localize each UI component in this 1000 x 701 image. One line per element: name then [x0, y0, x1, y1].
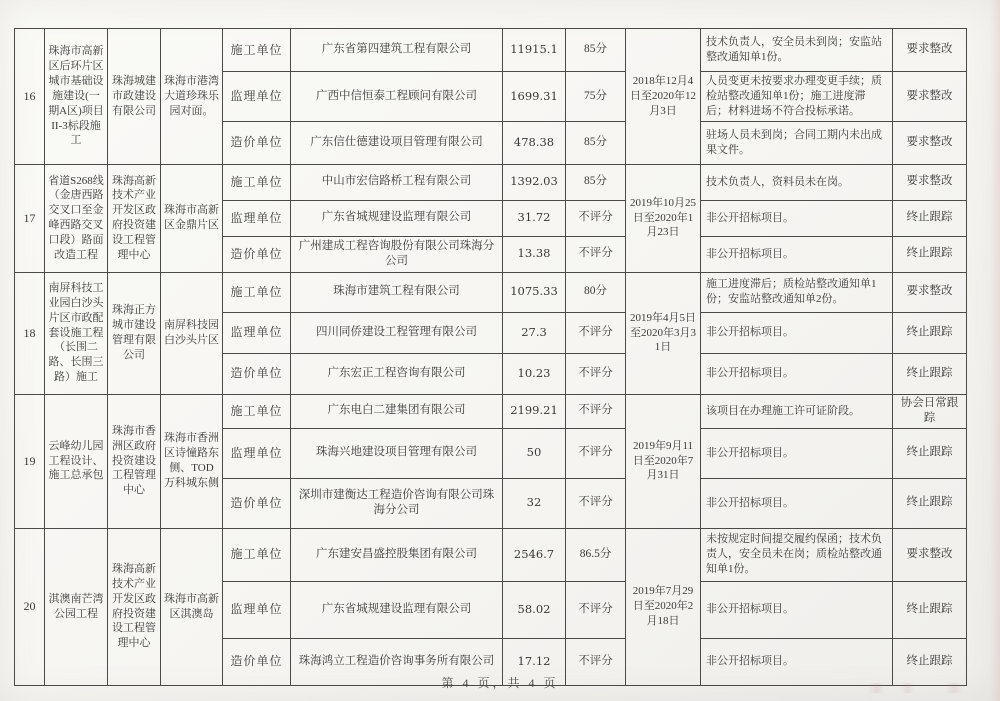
tracking-note: 非公开招标项目。	[701, 638, 893, 685]
result-status: 终止跟踪	[893, 312, 967, 353]
score-value: 不评分	[566, 638, 626, 685]
project-name: 省道S268线（金唐西路交叉口至金峰西路交叉口段）路面改造工程	[45, 164, 108, 272]
contract-amount: 32	[503, 478, 566, 528]
project-name: 南屏科技工业园白沙头片区市政配套设施工程（长围二路、长围三路）施工	[45, 272, 108, 394]
tracking-note: 非公开招标项目。	[701, 353, 893, 394]
result-status: 终止跟踪	[893, 200, 967, 236]
unit-role-label: 造价单位	[223, 121, 291, 164]
result-status: 终止跟踪	[893, 236, 967, 272]
score-value: 不评分	[566, 428, 626, 478]
result-status: 协会日常跟踪	[893, 394, 967, 428]
row-number: 20	[15, 528, 45, 685]
page-number-footer: 第 4 页，共 4 页	[441, 676, 559, 690]
score-value: 不评分	[566, 312, 626, 353]
unit-role-label: 造价单位	[223, 236, 291, 272]
contract-amount: 13.38	[503, 236, 566, 272]
scan-edge-tint	[990, 0, 1000, 701]
project-location: 南屏科技园白沙头片区	[161, 272, 223, 394]
unit-role-label: 监理单位	[223, 428, 291, 478]
unit-role-label: 监理单位	[223, 312, 291, 353]
score-value: 85分	[566, 29, 626, 72]
tracking-note: 未按规定时间提交履约保函；技术负责人，安全员未在岗；质检站整改通知单1份。	[701, 528, 893, 581]
company-name: 广西中信恒泰工程顾问有限公司	[291, 72, 503, 122]
contract-amount: 17.12	[503, 638, 566, 685]
tracking-note: 人员变更未按要求办理变更手续；质检站整改通知单1份；施工进度滞后；材料进场不符合投标承诺。	[701, 72, 893, 122]
company-name: 广州建成工程咨询股份有限公司珠海分公司	[291, 236, 503, 272]
company-name: 广东省城规建设监理有限公司	[291, 581, 503, 638]
contract-amount: 2546.7	[503, 528, 566, 581]
result-status: 终止跟踪	[893, 353, 967, 394]
owner-unit: 珠海高新技术产业开发区政府投资建设工程管理中心	[108, 164, 161, 272]
result-status: 要求整改	[893, 272, 967, 312]
unit-role-label: 造价单位	[223, 638, 291, 685]
tracking-note: 驻场人员未到岗；合同工期内未出成果文件。	[701, 121, 893, 164]
project-location: 珠海市港湾大道珍珠乐园对面。	[161, 29, 223, 165]
tracking-period: 2019年7月29日至2020年2月18日	[626, 528, 701, 685]
score-value: 不评分	[566, 394, 626, 428]
unit-role-label: 施工单位	[223, 164, 291, 200]
score-value: 85分	[566, 121, 626, 164]
unit-role-label: 施工单位	[223, 394, 291, 428]
score-value: 80分	[566, 272, 626, 312]
contract-amount: 1075.33	[503, 272, 566, 312]
table-row	[15, 164, 967, 200]
contract-amount: 1699.31	[503, 72, 566, 122]
contract-amount: 10.23	[503, 353, 566, 394]
tracking-note: 技术负责人，资料员未在岗。	[701, 164, 893, 200]
tracking-note: 非公开招标项目。	[701, 200, 893, 236]
row-number: 19	[15, 394, 45, 528]
tracking-note: 非公开招标项目。	[701, 312, 893, 353]
contract-amount: 478.38	[503, 121, 566, 164]
owner-unit: 珠海市香洲区政府投资建设工程管理中心	[108, 394, 161, 528]
tracking-period: 2019年4月5日至2020年3月31日	[626, 272, 701, 394]
company-name: 广东电白二建集团有限公司	[291, 394, 503, 428]
company-name: 珠海兴地建设项目管理有限公司	[291, 428, 503, 478]
company-name: 广东省第四建筑工程有限公司	[291, 29, 503, 72]
score-value: 86.5分	[566, 528, 626, 581]
tracking-note: 非公开招标项目。	[701, 581, 893, 638]
contract-amount: 50	[503, 428, 566, 478]
result-status: 终止跟踪	[893, 428, 967, 478]
contract-amount: 31.72	[503, 200, 566, 236]
tracking-note: 该项目在办理施工许可证阶段。	[701, 394, 893, 428]
contract-amount: 2199.21	[503, 394, 566, 428]
tracking-period: 2019年9月11日至2020年7月31日	[626, 394, 701, 528]
table-row	[15, 528, 967, 581]
unit-role-label: 造价单位	[223, 353, 291, 394]
tracking-note: 技术负责人，安全员未到岗；安监站整改通知单1份。	[701, 29, 893, 72]
score-value: 75分	[566, 72, 626, 122]
project-name: 云峰幼儿园工程设计、施工总承包	[45, 394, 108, 528]
unit-role-label: 造价单位	[223, 478, 291, 528]
unit-role-label: 施工单位	[223, 29, 291, 72]
contract-amount: 11915.1	[503, 29, 566, 72]
owner-unit: 珠海正方城市建设管理有限公司	[108, 272, 161, 394]
score-value: 不评分	[566, 236, 626, 272]
unit-role-label: 施工单位	[223, 528, 291, 581]
company-name: 珠海市建筑工程有限公司	[291, 272, 503, 312]
tracking-period: 2019年10月25日至2020年1月23日	[626, 164, 701, 272]
owner-unit: 珠海高新技术产业开发区政府投资建设工程管理中心	[108, 528, 161, 685]
project-location: 珠海市高新区金鼎片区	[161, 164, 223, 272]
tracking-note: 非公开招标项目。	[701, 236, 893, 272]
project-location: 珠海市香洲区诗憧路东侧、TOD万科城东侧	[161, 394, 223, 528]
contract-amount: 1392.03	[503, 164, 566, 200]
tracking-note: 非公开招标项目。	[701, 478, 893, 528]
project-tracking-table	[14, 28, 967, 686]
result-status: 要求整改	[893, 72, 967, 122]
unit-role-label: 监理单位	[223, 581, 291, 638]
project-location: 珠海市高新区淇澳岛	[161, 528, 223, 685]
tracking-period: 2018年12月4日至2020年12月3日	[626, 29, 701, 165]
score-value: 不评分	[566, 200, 626, 236]
company-name: 四川同侨建设工程管理有限公司	[291, 312, 503, 353]
score-value: 85分	[566, 164, 626, 200]
tracking-note: 非公开招标项目。	[701, 428, 893, 478]
company-name: 中山市宏信路桥工程有限公司	[291, 164, 503, 200]
table-row	[15, 272, 967, 312]
owner-unit: 珠海城建市政建设有限公司	[108, 29, 161, 165]
score-value: 不评分	[566, 478, 626, 528]
company-name: 广东省城规建设监理有限公司	[291, 200, 503, 236]
row-number: 16	[15, 29, 45, 165]
row-number: 17	[15, 164, 45, 272]
result-status: 终止跟踪	[893, 638, 967, 685]
company-name: 广东建安昌盛控股集团有限公司	[291, 528, 503, 581]
result-status: 终止跟踪	[893, 478, 967, 528]
row-number: 18	[15, 272, 45, 394]
result-status: 要求整改	[893, 164, 967, 200]
tracking-note: 施工进度滞后；质检站整改通知单1份；安监站整改通知单2份。	[701, 272, 893, 312]
unit-role-label: 监理单位	[223, 72, 291, 122]
result-status: 要求整改	[893, 528, 967, 581]
company-name: 珠海鸿立工程造价咨询事务所有限公司	[291, 638, 503, 685]
scan-corner-smudge	[868, 683, 978, 693]
project-name: 淇澳南芒湾公园工程	[45, 528, 108, 685]
unit-role-label: 监理单位	[223, 200, 291, 236]
result-status: 要求整改	[893, 29, 967, 72]
contract-amount: 27.3	[503, 312, 566, 353]
score-value: 不评分	[566, 581, 626, 638]
unit-role-label: 施工单位	[223, 272, 291, 312]
contract-amount: 58.02	[503, 581, 566, 638]
company-name: 广东宏正工程咨询有限公司	[291, 353, 503, 394]
table-row	[15, 394, 967, 428]
company-name: 广东信仕德建设项目管理有限公司	[291, 121, 503, 164]
result-status: 要求整改	[893, 121, 967, 164]
score-value: 不评分	[566, 353, 626, 394]
result-status: 终止跟踪	[893, 581, 967, 638]
project-name: 珠海市高新区后环片区城市基础设施建设(一期A区)项目II-3标段施工	[45, 29, 108, 165]
table-row	[15, 29, 967, 72]
company-name: 深圳市建衡达工程造价咨询有限公司珠海分公司	[291, 478, 503, 528]
